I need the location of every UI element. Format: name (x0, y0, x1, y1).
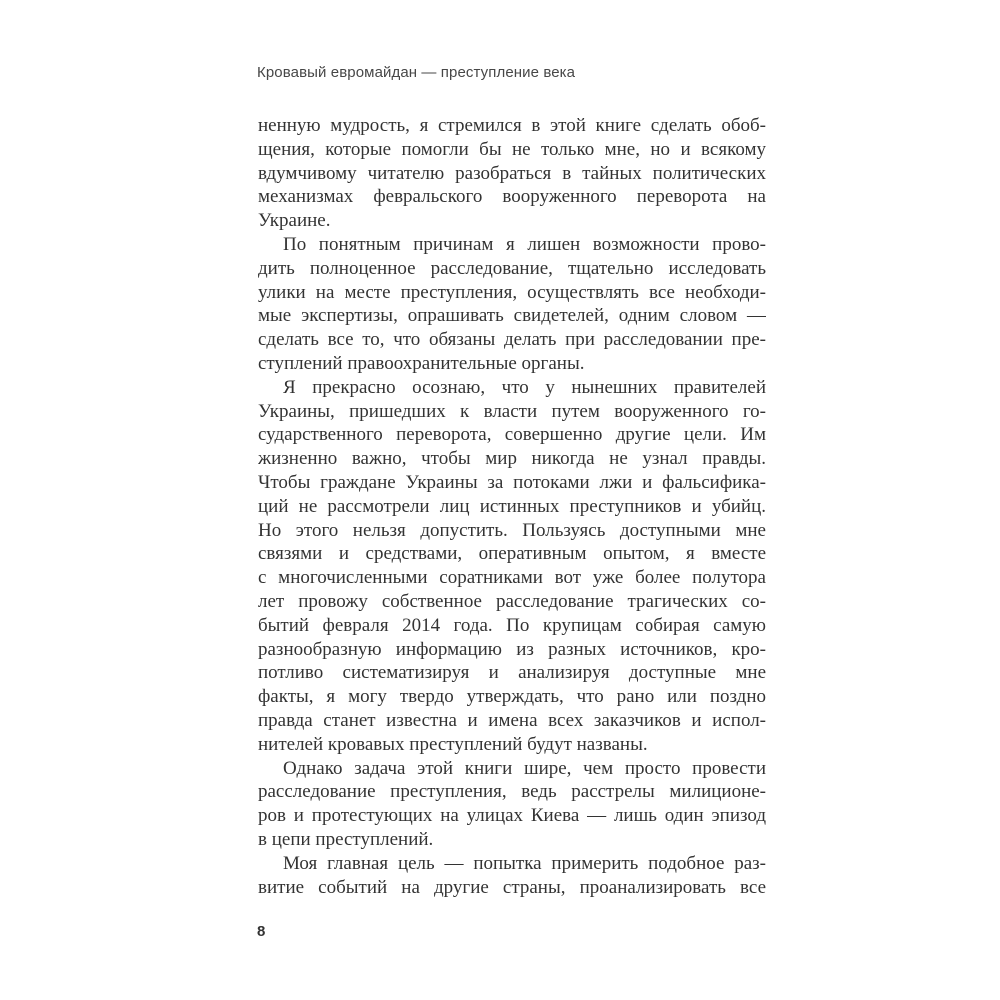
text-line: Чтобы граждане Украины за потоками лжи и фальсифика- (258, 471, 766, 493)
paragraph (258, 852, 766, 900)
text-line: Я прекрасно осознаю, что у нынешних правителей (283, 376, 766, 398)
text-line: дить полноценное расследование, тщательно исследовать (258, 257, 766, 279)
text-line: в цепи преступлений. (258, 828, 434, 850)
paragraph (258, 376, 766, 757)
text-line: разнообразную информацию из разных источников, кро- (258, 638, 766, 660)
text-line: правда станет известна и имена всех заказчиков и испол- (258, 709, 766, 731)
text-line: витие событий на другие страны, проанализировать все (258, 876, 766, 898)
text-line: нителей кровавых преступлений будут названы. (258, 733, 648, 755)
paragraph (258, 757, 766, 852)
text-line: жизненно важно, чтобы мир никогда не узнал правды. (258, 448, 766, 470)
text-line: Моя главная цель — попытка примерить подобное раз- (283, 852, 766, 874)
text-line: связями и средствами, оперативным опытом, я вместе (258, 543, 766, 565)
text-line: Однако задача этой книги шире, чем просто провести (283, 757, 766, 779)
text-line: сударственного переворота, совершенно другие цели. Им (258, 424, 766, 446)
text-line: улики на месте преступления, осуществлять все необходи- (258, 281, 766, 303)
page-number: 8 (257, 923, 266, 940)
text-line: с многочисленными соратниками вот уже более полутора (258, 567, 766, 589)
text-line: расследование преступления, ведь расстрелы милиционе- (258, 781, 766, 803)
text-line: факты, я могу твердо утверждать, что рано или поздно (258, 686, 766, 708)
text-line: Украине. (258, 210, 331, 232)
text-line: механизмах февральского вооруженного переворота на (258, 186, 766, 208)
running-header: Кровавый евромайдан — преступление века (257, 64, 576, 81)
text-line: лет провожу собственное расследование трагических со- (258, 590, 766, 612)
text-line: ненную мудрость, я стремился в этой книге сделать обоб- (258, 115, 766, 136)
text-line: бытий февраля 2014 года. По крупицам собирая самую (258, 614, 766, 636)
text-line: Украины, пришедших к власти путем вооруженного го- (258, 400, 766, 422)
paragraph (258, 114, 766, 233)
text-line: мые экспертизы, опрашивать свидетелей, одним словом — (258, 305, 766, 327)
text-line: потливо систематизируя и анализируя доступные мне (258, 662, 766, 684)
text-line: ров и протестующих на улицах Киева — лишь один эпизод (258, 805, 766, 827)
text-line: ций не рассмотрели лиц истинных преступников и убийц. (258, 495, 766, 517)
text-line: По понятным причинам я лишен возможности прово- (283, 233, 766, 255)
text-line: Но этого нельзя допустить. Пользуясь доступными мне (258, 519, 766, 541)
paragraph (258, 233, 766, 376)
text-line: вдумчивому читателю разобраться в тайных политических (258, 162, 766, 184)
text-line: сделать все то, что обязаны делать при расследовании пре- (258, 329, 766, 351)
text-line: щения, которые помогли бы не только мне, но и всякому (258, 138, 766, 160)
text-line: ступлений правоохранительные органы. (258, 352, 585, 374)
body-text (258, 114, 766, 899)
